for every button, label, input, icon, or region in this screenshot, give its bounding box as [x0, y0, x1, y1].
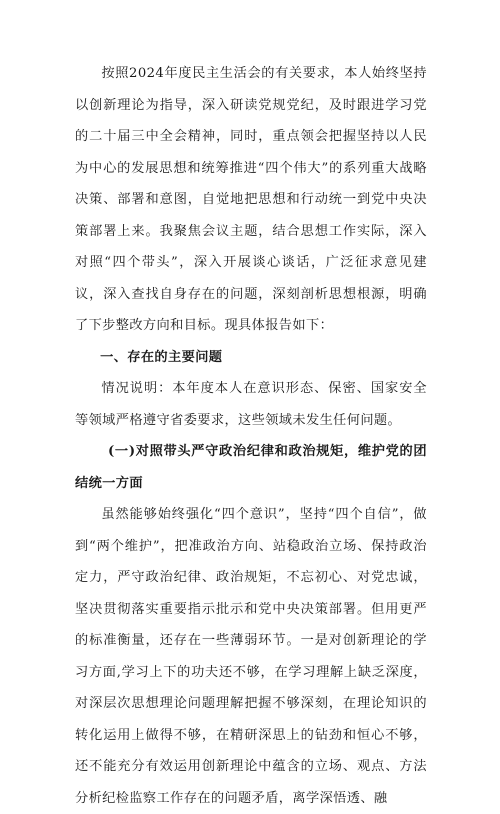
document-body — [75, 58, 427, 814]
subsection-heading-political-discipline: (一)对照带头严守政治纪律和政治规矩，维护党的团结统一方面 — [75, 444, 427, 491]
body-paragraph: 虽然能够始终强化“四个意识”，坚持“四个自信”，做到“两个维护”，把准政治方向、站稳政治立场、保持政治定力，严守政治纪律、政治规矩，不忘初心、对党忠诚，坚决贯彻落实重要指示批示和党中央决策部署。但用更严的标准衡量，还存在一些薄弱环节。一是对创新理论的学习方面,学习上下的功夫还不够，在学习理解上缺乏深度，对深层次思想理论问题理解把握不够深刻，在理论知识的转化运用上做得不够，在精研深思上的钻劲和恒心不够，还不能充分有效运用创新理论中蕴含的立场、观点、方法分析纪检监察工作存在的问题矛盾，离学深悟透、融 — [75, 507, 427, 806]
intro-paragraph: 按照2024年度民主生活会的有关要求，本人始终坚持以创新理论为指导，深入研读党规党纪，及时跟进学习党的二十届三中全会精神，同时，重点领会把握坚持以人民为中心的发展思想和统筹推进“四个伟大”的系列重大战略决策、部署和意图，自觉地把思想和行动统一到党中央决策部署上来。我聚焦会议主题，结合思想工作实际，深入对照“四个带头”，深入开展谈心谈话，广泛征求意见建议，深入查找自身存在的问题，深刻剖析思想根源，明确了下步整改方向和目标。现具体报告如下： — [75, 66, 427, 333]
situation-note-paragraph: 情况说明：本年度本人在意识形态、保密、国家安全等领域严格遵守省委要求，这些领域未发生任何问题。 — [75, 381, 427, 428]
section-heading-main-problems: 一、存在的主要问题 — [100, 349, 223, 365]
